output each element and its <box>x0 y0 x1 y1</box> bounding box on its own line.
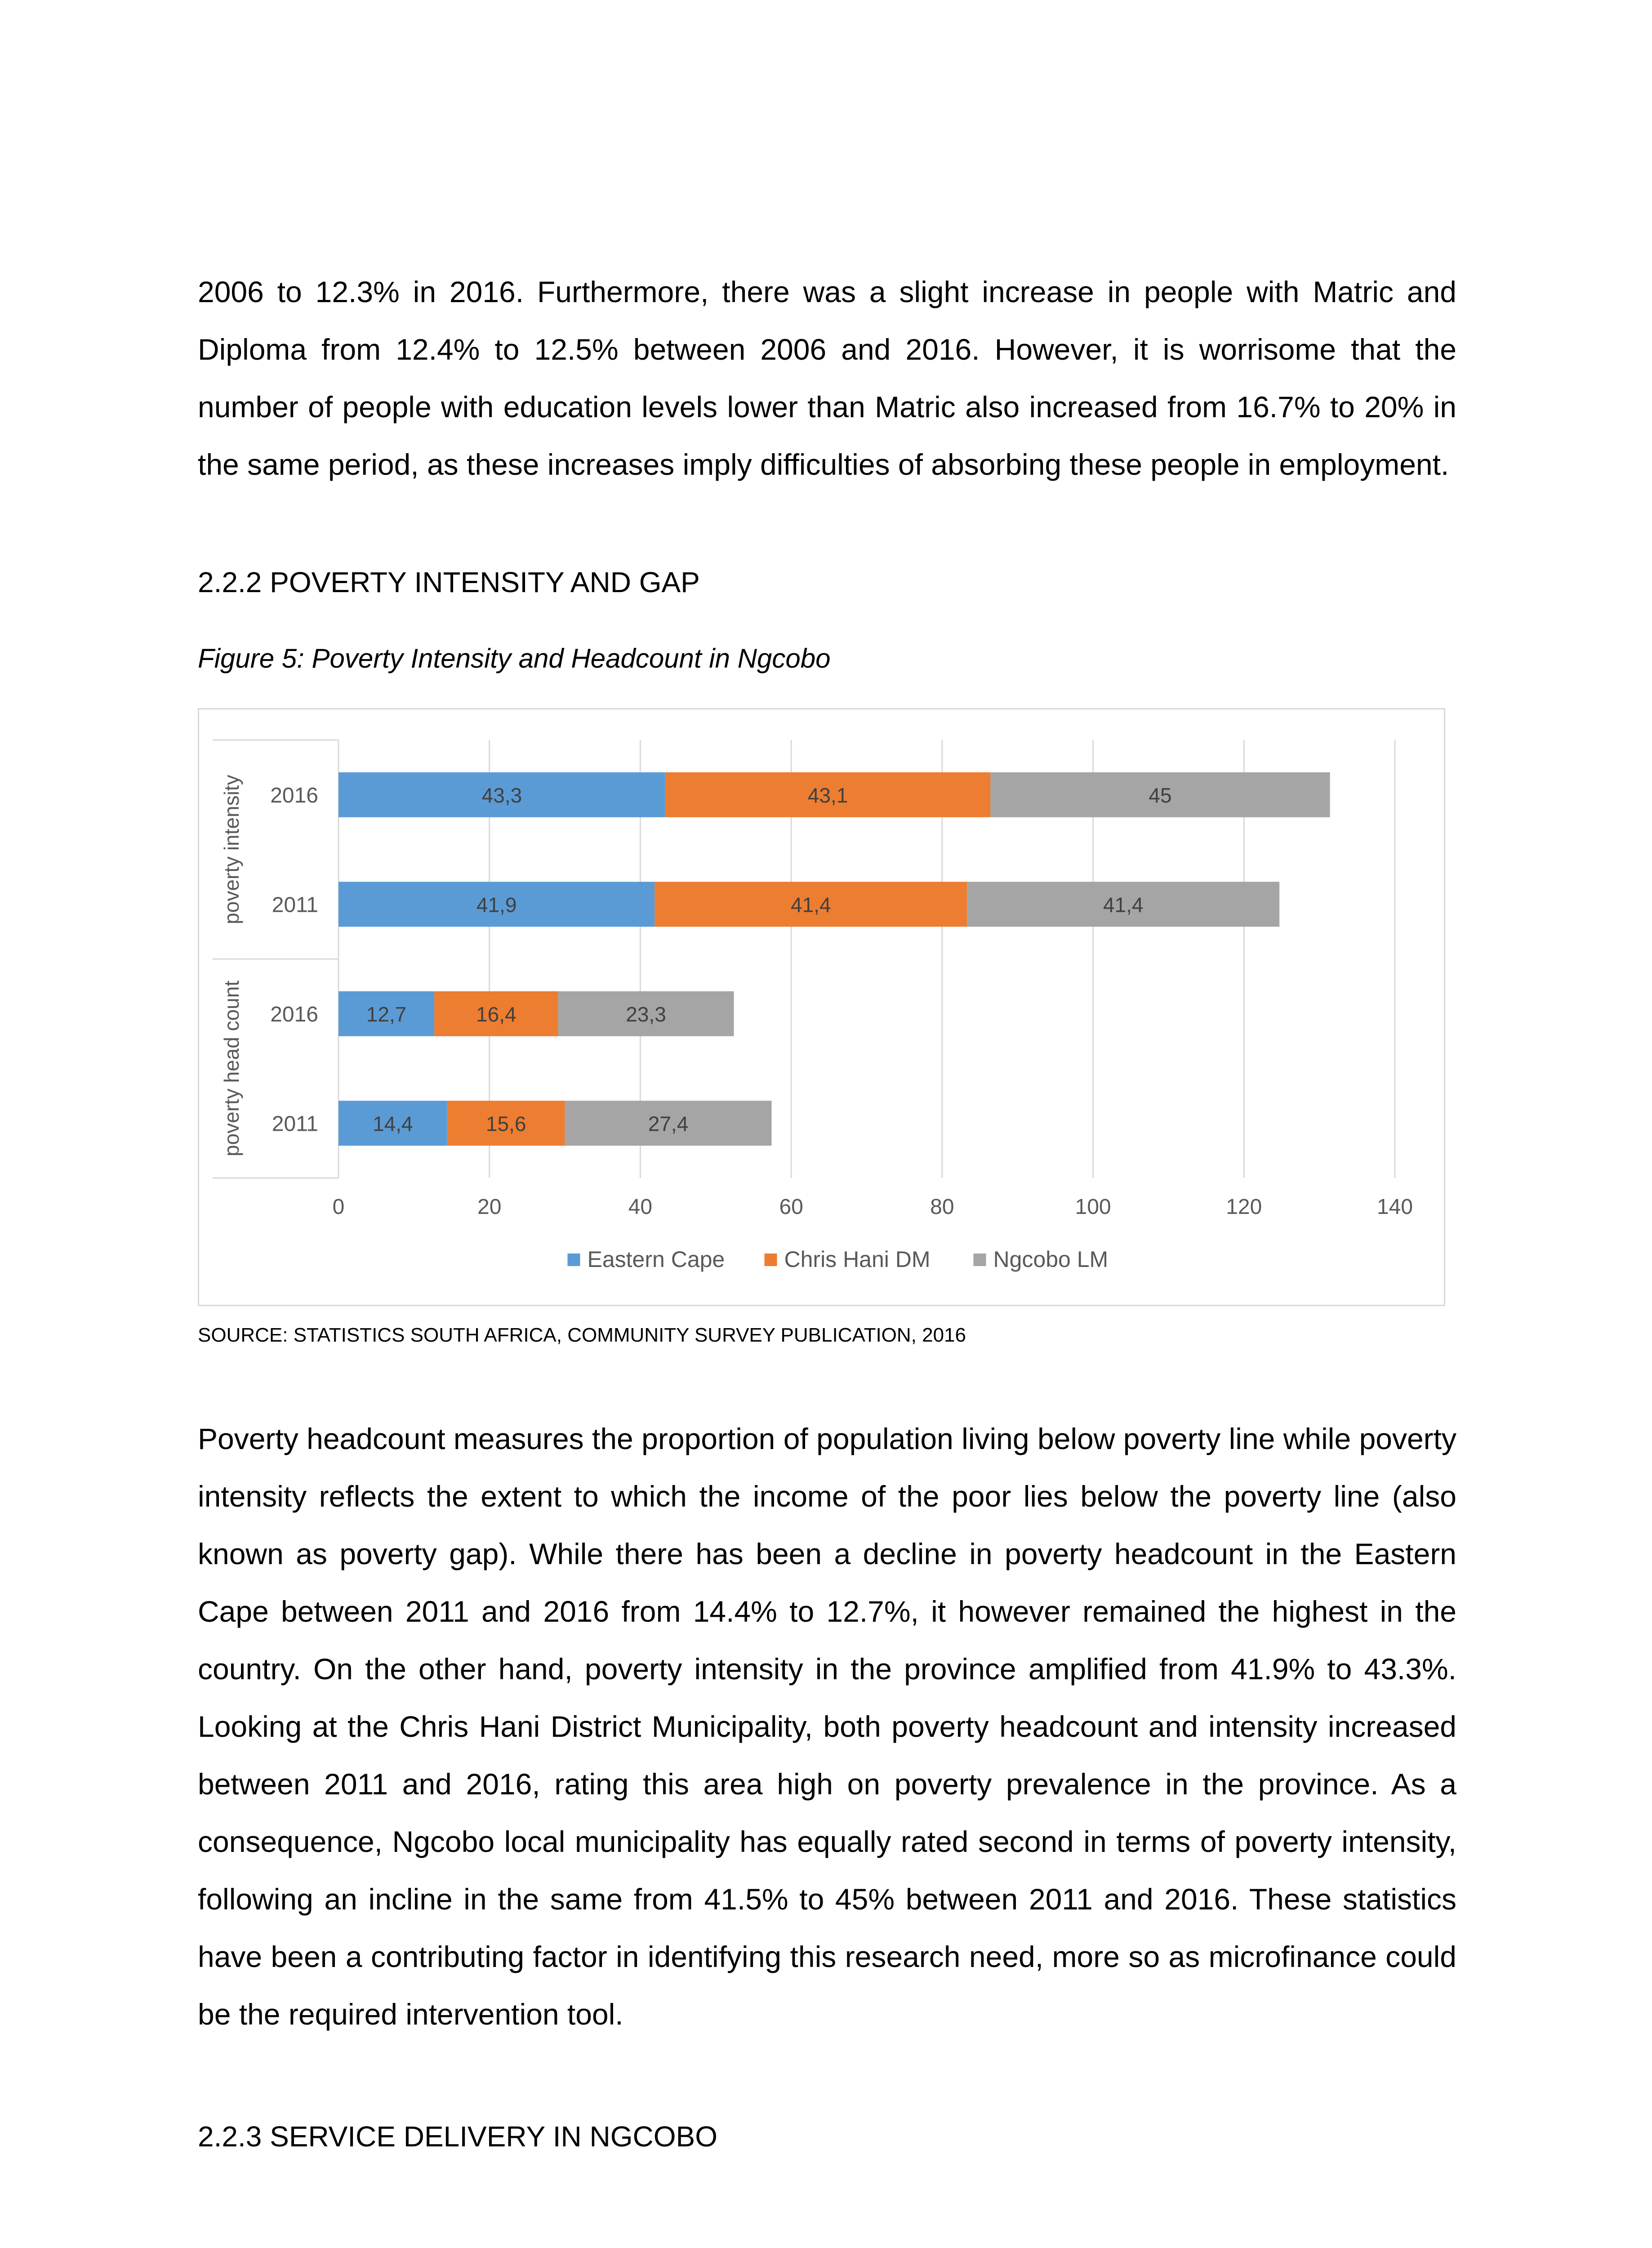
analysis-paragraph: Poverty headcount measures the proportion of population living below poverty line while poverty intensity reflects the extent to which the income of the poor lies below the poverty line (also known as poverty gap). While there has been a decline in poverty headcount in the Eastern Cape between 2011 and 2016 from 14.4% to 12.7%, it however remained the highest in the country. On the other hand, poverty intensity in the province amplified from 41.9% to 43.3%. Looking at the Chris Hani District Municipality, both poverty headcount and intensity increased between 2011 and 2016, rating this area high on poverty prevalence in the province. As a consequence, Ngcobo local municipality has equally rated second in terms of poverty intensity, following an incline in the same from 41.5% to 45% between 2011 and 2016. These statistics have been a contributing factor in identifying this research need, more so as microfinance could be the required intervention tool. <box>198 1422 1456 2031</box>
x-tick-label: 0 <box>332 1195 345 1219</box>
data-label: 15,6 <box>485 1112 526 1136</box>
legend-swatch <box>974 1253 986 1266</box>
data-label: 41,9 <box>476 893 517 917</box>
category-label-2011: 2011 <box>272 893 318 917</box>
data-label: 23,3 <box>626 1002 666 1026</box>
group-label: poverty intensity <box>220 775 243 924</box>
data-label: 43,1 <box>807 783 848 807</box>
legend-swatch <box>765 1253 777 1266</box>
legend-label: Ngcobo LM <box>993 1247 1109 1272</box>
x-tick-label: 80 <box>930 1195 954 1219</box>
figure-source: SOURCE: STATISTICS SOUTH AFRICA, COMMUNITY SURVEY PUBLICATION, 2016 <box>198 1324 966 1346</box>
x-tick-label: 120 <box>1226 1195 1262 1219</box>
data-label: 41,4 <box>1103 893 1144 917</box>
data-label: 41,4 <box>791 893 831 917</box>
data-label: 14,4 <box>373 1112 413 1136</box>
x-tick-label: 100 <box>1075 1195 1111 1219</box>
data-label: 45 <box>1149 783 1172 807</box>
legend-swatch <box>568 1253 580 1266</box>
section-heading-poverty: 2.2.2 POVERTY INTENSITY AND GAP <box>198 566 700 598</box>
section-heading-service-delivery: 2.2.3 SERVICE DELIVERY IN NGCOBO <box>198 2120 717 2153</box>
category-label-2011: 2011 <box>272 1112 318 1136</box>
intro-paragraph: 2006 to 12.3% in 2016. Furthermore, there was a slight increase in people with Matric and Diploma from 12.4% to 12.5% between 2006 and 2016. However, it is worrisome that the number of people with education levels lower than Matric also increased from 16.7% to 20% in the same period, as these increases imply difficulties of absorbing these people in employment. <box>198 275 1456 481</box>
data-label: 16,4 <box>476 1002 517 1026</box>
chart-svg <box>199 709 1444 1305</box>
legend-label: Chris Hani DM <box>784 1247 931 1272</box>
category-label-2016: 2016 <box>270 783 318 807</box>
legend-label: Eastern Cape <box>587 1247 725 1272</box>
chart-frame <box>198 708 1445 1306</box>
data-label: 27,4 <box>648 1112 689 1136</box>
x-tick-label: 60 <box>779 1195 803 1219</box>
data-label: 43,3 <box>481 783 522 807</box>
category-label-2016: 2016 <box>270 1002 318 1026</box>
data-label: 12,7 <box>366 1002 407 1026</box>
group-label: poverty head count <box>220 980 243 1157</box>
figure-caption: Figure 5: Poverty Intensity and Headcount in Ngcobo <box>198 643 831 674</box>
x-tick-label: 20 <box>477 1195 502 1219</box>
x-tick-label: 40 <box>628 1195 653 1219</box>
x-tick-label: 140 <box>1376 1195 1413 1219</box>
